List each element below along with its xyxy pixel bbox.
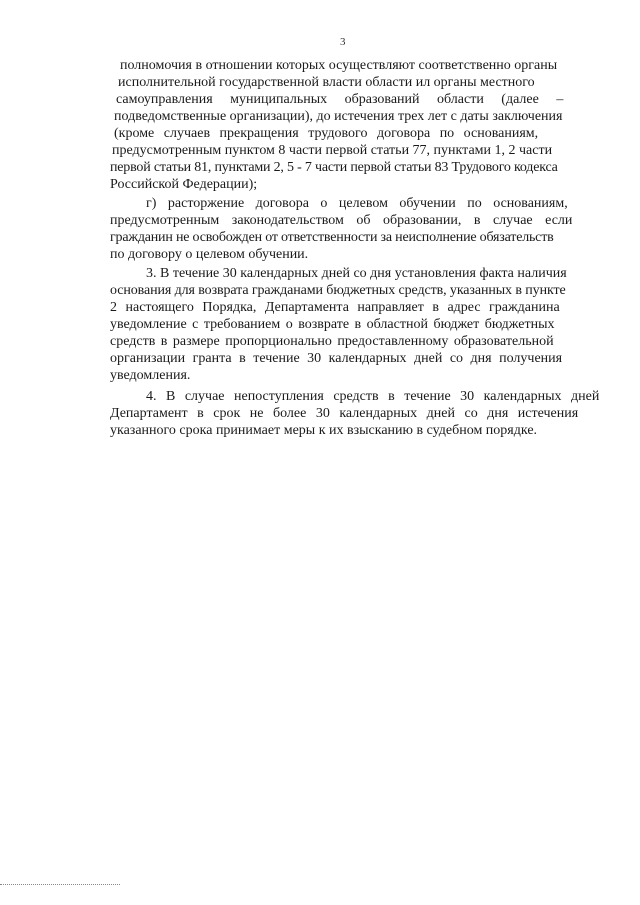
text-line: 3. В течение 30 календарных дней со дня установления факта наличия bbox=[146, 266, 567, 281]
text-line: средств в размере пропорционально предоставленному образовательной bbox=[110, 334, 554, 349]
text-line: уведомления. bbox=[110, 368, 191, 383]
text-line: г) расторжение договора о целевом обучении по основаниям, bbox=[146, 196, 568, 211]
text-line: подведомственные организации), до истечения трех лет с даты заключения bbox=[114, 109, 563, 124]
text-line: уведомление с требованием о возврате в областной бюджет бюджетных bbox=[110, 317, 555, 332]
text-line: 2 настоящего Порядка, Департамента направляет в адрес гражданина bbox=[110, 300, 560, 315]
text-line: полномочия в отношении которых осуществляют соответственно органы bbox=[120, 58, 558, 73]
text-line: 4. В случае непоступления средств в течение 30 календарных дней bbox=[146, 389, 600, 404]
text-line: Российской Федерации); bbox=[110, 177, 258, 192]
text-line: указанного срока принимает меры к их взысканию в судебном порядке. bbox=[110, 423, 538, 438]
text-line: основания для возврата гражданами бюджетных средств, указанных в пункте bbox=[110, 283, 566, 298]
scan-edge-mark bbox=[0, 884, 120, 885]
text-line: предусмотренным пунктом 8 части первой статьи 77, пунктами 1, 2 части bbox=[112, 143, 553, 158]
text-line: по договору о целевом обучении. bbox=[110, 247, 309, 262]
text-line: исполнительной государственной власти области ил органы местного bbox=[118, 75, 535, 90]
text-line: первой статьи 81, пунктами 2, 5 - 7 части первой статьи 83 Трудового кодекса bbox=[110, 160, 558, 175]
text-line: самоуправления муниципальных образований области (далее – bbox=[116, 92, 564, 107]
text-line: предусмотренным законодательством об образовании, в случае если bbox=[110, 213, 573, 228]
text-line: организации гранта в течение 30 календарных дней со дня получения bbox=[110, 351, 563, 366]
page-number: 3 bbox=[340, 36, 346, 48]
text-line: (кроме случаев прекращения трудового договора по основаниям, bbox=[114, 126, 539, 141]
text-line: Департамент в срок не более 30 календарных дней со дня истечения bbox=[110, 406, 579, 421]
text-line: гражданин не освобожден от ответственности за неисполнение обязательств bbox=[110, 230, 554, 245]
